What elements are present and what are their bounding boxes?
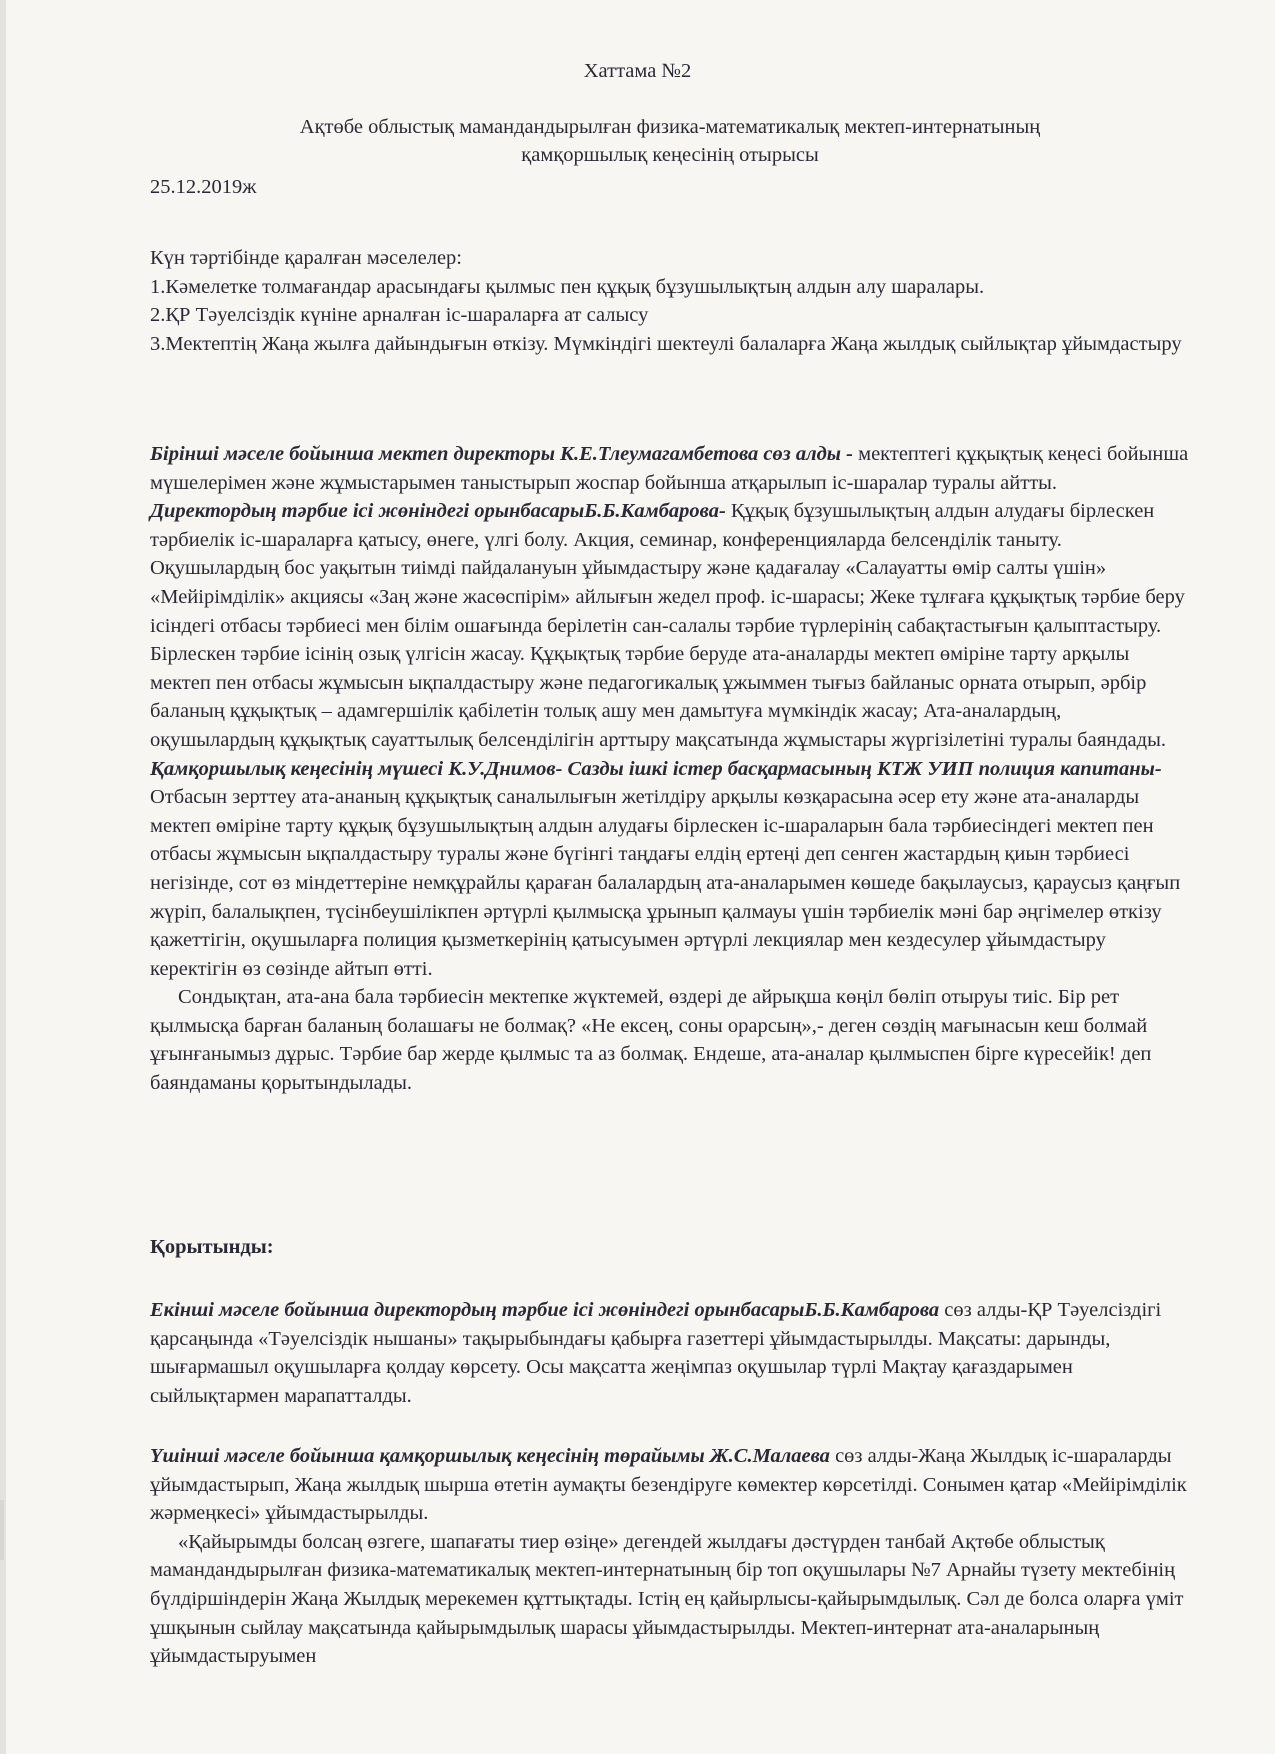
paragraph-6-text: сөз алды-Жаңа Жылдық іс-шараларды ұйымдастырып, Жаңа жылдық шырша өтетін аумақты безендіруге көмектер көрсетілді. Сонымен қатар «Мейірімділік жәрмеңкесі» ұйымдастырылды. — [150, 1445, 1187, 1525]
minutes-body — [150, 440, 1190, 1098]
scan-edge — [0, 0, 6, 1754]
paragraph-1-text: мектептегі құқықтық кеңесі бойынша мүшелерімен және жұмыстарымен таныстырып жоспар бойынша атқарылып іс-шаралар туралы айтты. — [150, 443, 1189, 494]
paragraph-2-lead: Директордың тәрбие ісі жөніндегі орынбасарыБ.Б.Камбарова- — [150, 500, 726, 523]
paragraph-5-text: сөз алды-ҚР Тәуелсіздігі қарсаңында «Тәуелсіздік нышаны» тақырыбындағы қабырға газеттері ұйымдастырылды. Мақсаты: дарынды, шығармашыл оқушыларға қолдау көрсету. Осы мақсатта жеңімпаз оқушылар түрлі Мақтау қағаздарымен сыйлықтармен марапатталды. — [150, 1299, 1162, 1407]
agenda-item-1: 1.Кәмелетке толмағандар арасындағы қылмыс пен құқық бұзушылықтың алдын алу шаралары. — [150, 275, 985, 298]
paragraph-5-lead: Екінші мәселе бойынша директордың тәрбие ісі жөніндегі орынбасарыБ.Б.Камбарова — [150, 1299, 940, 1321]
paragraph-4: Сондықтан, ата-ана бала тәрбиесін мектепке жүктемей, өздері де айрықша көңіл бөліп отыруы тиіс. Бір рет қылмысқа барған баланың болашағы не болмақ? «Не ексең, соны орарсың»,- деген сөздің мағынасын кеш болмай ұғынғанымыз дұрыс. Тәрбие бар жерде қылмыс та аз болмақ. Ендеше, ата-аналар қылмыспен бірге күресейік! деп баяндаманы қорытындылады. — [150, 986, 1152, 1095]
paragraph-1 — [150, 440, 1190, 497]
paragraph-6 — [150, 1442, 1190, 1528]
agenda-heading: Күн тәртібінде қаралған мәселелер: — [150, 247, 463, 269]
organization-line-1: Ақтөбе облыстық мамандандырылған физика-математикалық мектеп-интернатының — [299, 116, 1041, 138]
agenda-item-3: 3.Мектептің Жаңа жылға дайындығын өткізу. Мүмкіндігі шектеулі балаларға Жаңа жылдық сыйлықтар ұйымдастыру — [150, 332, 1182, 355]
third-issue — [150, 1442, 1190, 1671]
document-date: 25.12.2019ж — [150, 176, 257, 198]
paragraph-2 — [150, 497, 1190, 754]
paragraph-5 — [150, 1296, 1190, 1410]
paragraph-6-lead: Үшінші мәселе бойынша қамқоршылық кеңесінің төрайымы Ж.С.Малаева — [150, 1445, 830, 1467]
second-issue — [150, 1296, 1190, 1410]
organization-line-2: қамқоршылық кеңесінің отырысы — [521, 144, 819, 166]
document-title: Хаттама №2 — [583, 60, 692, 82]
paragraph-1-lead: Бірінші мәселе бойынша мектеп директоры К.Е.Тлеумагамбетова сөз алды - — [150, 443, 853, 465]
agenda — [150, 244, 1190, 358]
paragraph-3-text: Отбасын зерттеу ата-ананың құқықтық саналылығын жетілдіру арқылы көзқарасына әсер ету және ата-аналарды мектеп өміріне тарту құқық бұзушылықтың алдын алудағы бірлескен іс-шараларын бала тәрбиесіндегі мектеп пен отбасы жұмысын ықпалдастыру туралы және бүгінгі таңдағы елдің ертеңі деп сенген жастардың қиын тәрбиесі негізінде, сот өз міндеттеріне немқұрайлы қараған балалардың ата-аналарымен көшеде бақылаусыз, қараусыз қаңғып жүріп, балалықпен, түсінбеушілікпен әртүрлі қылмысқа ұрынып қалмауы үшін тәрбиелік мәні бар әңгімелер өткізу қажеттігін, оқушыларға полиция қызметкерінің қатысуымен әртүрлі лекциялар мен кездесулер ұйымдастыру керектігін өз сөзінде айтып өтті. — [150, 786, 1181, 980]
agenda-item-2: 2.ҚР Тәуелсіздік күніне арналған іс-шараларға ат салысу — [150, 304, 649, 327]
paragraph-7: «Қайырымды болсаң өзгеге, шапағаты тиер өзіңе» дегендей жылдағы дәстүрден танбай Ақтөбе облыстық мамандандырылған физика-математикалық мектеп-интернатының бір топ оқушылары №7 Арнайы түзету мектебінің бүлдіршіндерін Жаңа Жылдық мерекемен құттықтады. Істің ең қайырлысы-қайырымдылық. Сәл де болса оларға үміт ұшқынын сыйлау мақсатында қайырымдылық шарасы ұйымдастырылды. Мектеп-интернат ата-аналарының ұйымдастыруымен — [150, 1530, 1184, 1668]
conclusion-heading: Қорытынды: — [150, 1236, 274, 1258]
paragraph-3-lead: Қамқоршылық кеңесінің мүшесі К.У.Днимов- Сазды ішкі істер басқармасының КТЖ УИП полиция капитаны- — [150, 757, 1162, 780]
scan-mark — [0, 1500, 4, 1560]
paragraph-3 — [150, 755, 1190, 984]
paragraph-2-text: Құқық бұзушылықтың алдын алудағы бірлескен тәрбиелік іс-шараларға қатысу, өнеге, үлгі болу. Акция, семинар, конференцияларда белсенділік таныту. Оқушылардың бос уақытын тиімді пайдалануын ұйымдастыру және қадағалау «Салауатты өмір салты үшін» «Мейірімділік» акциясы «Заң және жасөспірім» айлығын жедел проф. іс-шарасы; Жеке тұлғаға құқықтық тәрбие беру ісіндегі отбасы тәрбиесі мен білім ошағында берілетін сан-салалы тәрбие түрлерінің сабақтастығын қалыптастыру. Бірлескен тәрбие ісінің озық үлгісін жасау. Құқықтық тәрбие беруде ата-аналарды мектеп өміріне тарту арқылы мектеп пен отбасы жұмысын ықпалдастыру және педагогикалық ұжыммен тығыз байланыс орната отырып, әрбір баланың құқықтық – адамгершілік қабілетін толық ашу мен дамытуға мүмкіндік жасау; Ата-аналардың, оқушылардың құқықтық сауаттылық белсенділігін арттыру мақсатында жұмыстары жүргізілетіні туралы баяндады. — [150, 500, 1185, 751]
